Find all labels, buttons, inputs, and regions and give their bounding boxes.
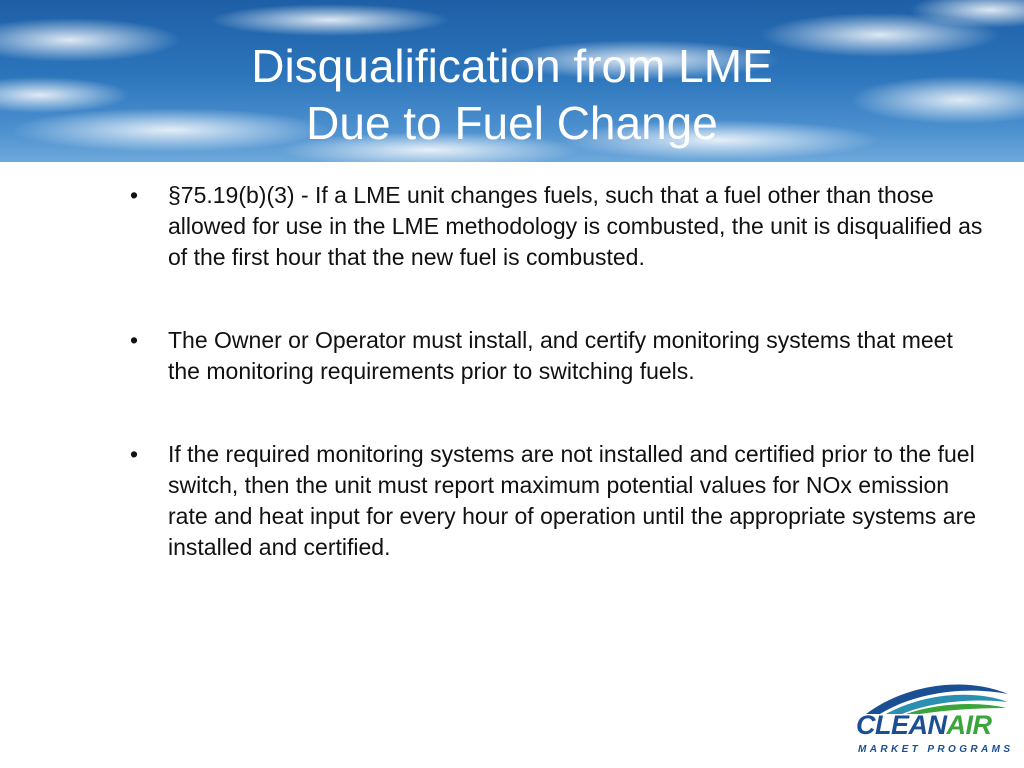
bullet-text: §75.19(b)(3) - If a LME unit changes fuels, such that a fuel other than those allowed for use in the LME methodology is combusted, the unit is disqualified as of the first hour that the new fuel is combusted. xyxy=(168,182,983,270)
bullet-marker: • xyxy=(130,327,139,353)
logo-word-air: AIR xyxy=(946,710,992,740)
sky-header-banner xyxy=(0,0,1024,162)
bullet-list xyxy=(130,180,990,615)
slide-title-line-1: Disqualification from LME xyxy=(251,40,773,92)
bullet-text: The Owner or Operator must install, and certify monitoring systems that meet the monitoring requirements prior to switching fuels. xyxy=(168,327,953,384)
logo-subtitle: MARKET PROGRAMS xyxy=(858,744,1014,755)
bullet-item xyxy=(130,180,990,273)
slide-title-line-2: Due to Fuel Change xyxy=(306,97,718,149)
bullet-item xyxy=(130,439,990,563)
logo-word-clean: CLEAN xyxy=(856,710,947,740)
bullet-text: If the required monitoring systems are not installed and certified prior to the fuel switch, then the unit must report maximum potential values for NOx emission rate and heat input for every hour of operation until the appropriate systems are installed and certified. xyxy=(168,441,977,560)
slide-title xyxy=(0,38,1024,152)
logo-wordmark xyxy=(856,710,992,741)
bullet-marker: • xyxy=(130,441,139,467)
bullet-marker: • xyxy=(130,182,139,208)
bullet-item xyxy=(130,325,990,387)
clean-air-logo xyxy=(846,676,1012,760)
